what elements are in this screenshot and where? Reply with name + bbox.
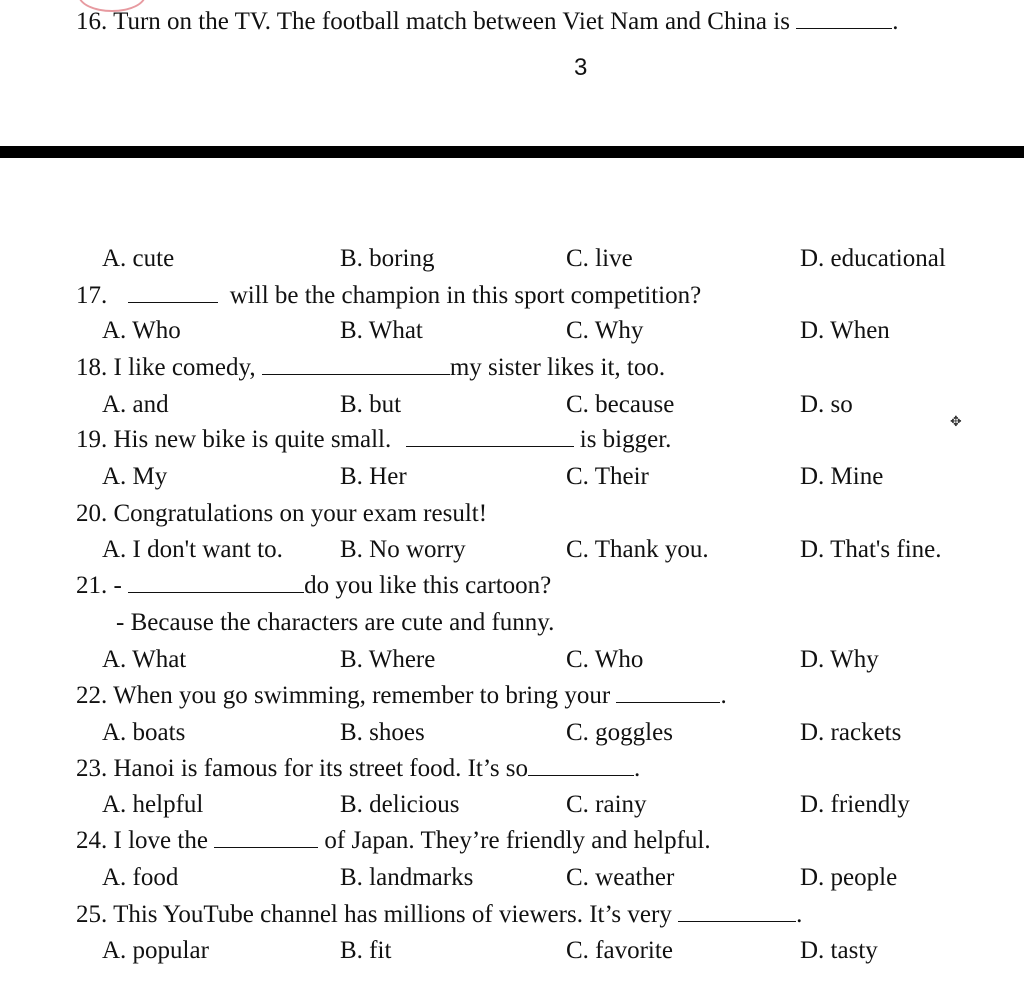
question-number: 20.: [76, 500, 108, 527]
option-a: A. cute: [102, 245, 175, 272]
question-text: .: [720, 682, 727, 709]
question-text: will be the champion in this sport competition?: [229, 282, 702, 309]
option-a: A. My: [102, 463, 168, 490]
question-text: .: [634, 755, 641, 782]
question-number: 16.: [76, 8, 108, 35]
question-20: [76, 499, 487, 529]
option-a: A. boats: [102, 719, 186, 746]
answer-blank[interactable]: [528, 755, 634, 776]
move-cursor-icon: ✥: [950, 414, 962, 430]
question-text: His new bike is quite small.: [113, 426, 392, 453]
answer-blank[interactable]: [678, 901, 796, 922]
option-a: A. What: [102, 646, 187, 673]
option-b: B. boring: [340, 245, 435, 272]
option-a: A. Who: [102, 317, 181, 344]
question-text: Hanoi is famous for its street food. It’s so: [113, 755, 529, 782]
question-16: [76, 7, 898, 37]
question-22: [76, 681, 727, 711]
answer-blank[interactable]: [262, 354, 450, 375]
question-23: [76, 754, 640, 784]
answer-blank[interactable]: [616, 682, 720, 703]
option-b: B. What: [340, 317, 423, 344]
option-c: C. weather: [566, 864, 675, 891]
option-d: D. friendly: [800, 791, 910, 818]
option-a: A. food: [102, 864, 179, 891]
option-b: B. delicious: [340, 791, 460, 818]
question-text: When you go swimming, remember to bring your: [113, 682, 611, 709]
option-c: C. Their: [566, 463, 649, 490]
option-d: D. people: [800, 864, 898, 891]
question-text: .: [892, 8, 899, 35]
option-a: A. I don't want to.: [102, 536, 283, 563]
option-b: B. shoes: [340, 719, 425, 746]
option-c: C. live: [566, 245, 633, 272]
option-c: C. Why: [566, 317, 644, 344]
page-separator: [0, 146, 1024, 158]
option-c: C. Thank you.: [566, 536, 709, 563]
option-a: A. helpful: [102, 791, 204, 818]
question-text: do you like this cartoon?: [304, 572, 552, 599]
answer-blank[interactable]: [796, 8, 892, 29]
option-d: D. so: [800, 391, 853, 418]
option-d: D. tasty: [800, 937, 878, 964]
answer-blank[interactable]: [128, 282, 218, 303]
question-number: 23.: [76, 755, 108, 782]
option-c: C. because: [566, 391, 675, 418]
question-number: 18.: [76, 354, 108, 381]
option-b: B. Her: [340, 463, 407, 490]
question-number: 17.: [76, 282, 108, 309]
answer-blank[interactable]: [214, 827, 318, 848]
question-text: This YouTube channel has millions of viewers. It’s very: [113, 901, 672, 928]
question-number: 22.: [76, 682, 108, 709]
question-18: [76, 353, 665, 383]
question-text: is bigger.: [579, 426, 672, 453]
question-21: [76, 571, 551, 601]
question-25: [76, 900, 802, 930]
question-24: [76, 826, 711, 856]
question-number: 19.: [76, 426, 108, 453]
question-number: 21.: [76, 572, 108, 599]
option-b: B. Where: [340, 646, 436, 673]
question-text: my sister likes it, too.: [449, 354, 666, 381]
option-b: B. but: [340, 391, 402, 418]
question-text: Congratulations on your exam result!: [113, 500, 488, 527]
option-b: B. No worry: [340, 536, 466, 563]
answer-blank[interactable]: [406, 426, 574, 447]
option-c: C. favorite: [566, 937, 673, 964]
dialogue-dash: -: [113, 572, 122, 599]
question-text: I love the: [113, 827, 208, 854]
option-d: D. Why: [800, 646, 879, 673]
question-text: .: [796, 901, 803, 928]
question-number: 25.: [76, 901, 108, 928]
option-c: C. goggles: [566, 719, 673, 746]
option-a: A. and: [102, 391, 169, 418]
question-text: Turn on the TV. The football match between Viet Nam and China is: [113, 8, 790, 35]
option-d: D. educational: [800, 245, 946, 272]
option-d: D. That's fine.: [800, 536, 942, 563]
question-number: 24.: [76, 827, 108, 854]
option-d: D. When: [800, 317, 890, 344]
option-b: B. fit: [340, 937, 392, 964]
answer-blank[interactable]: [128, 572, 304, 593]
question-19: [76, 425, 671, 455]
question-17: [76, 281, 701, 311]
option-b: B. landmarks: [340, 864, 474, 891]
question-text: I like comedy,: [113, 354, 256, 381]
dialogue-response: - Because the characters are cute and funny.: [116, 609, 555, 636]
option-c: C. rainy: [566, 791, 647, 818]
option-d: D. Mine: [800, 463, 884, 490]
option-d: D. rackets: [800, 719, 902, 746]
page-number: 3: [574, 54, 588, 81]
option-a: A. popular: [102, 937, 209, 964]
option-c: C. Who: [566, 646, 644, 673]
question-text: of Japan. They’re friendly and helpful.: [324, 827, 711, 854]
